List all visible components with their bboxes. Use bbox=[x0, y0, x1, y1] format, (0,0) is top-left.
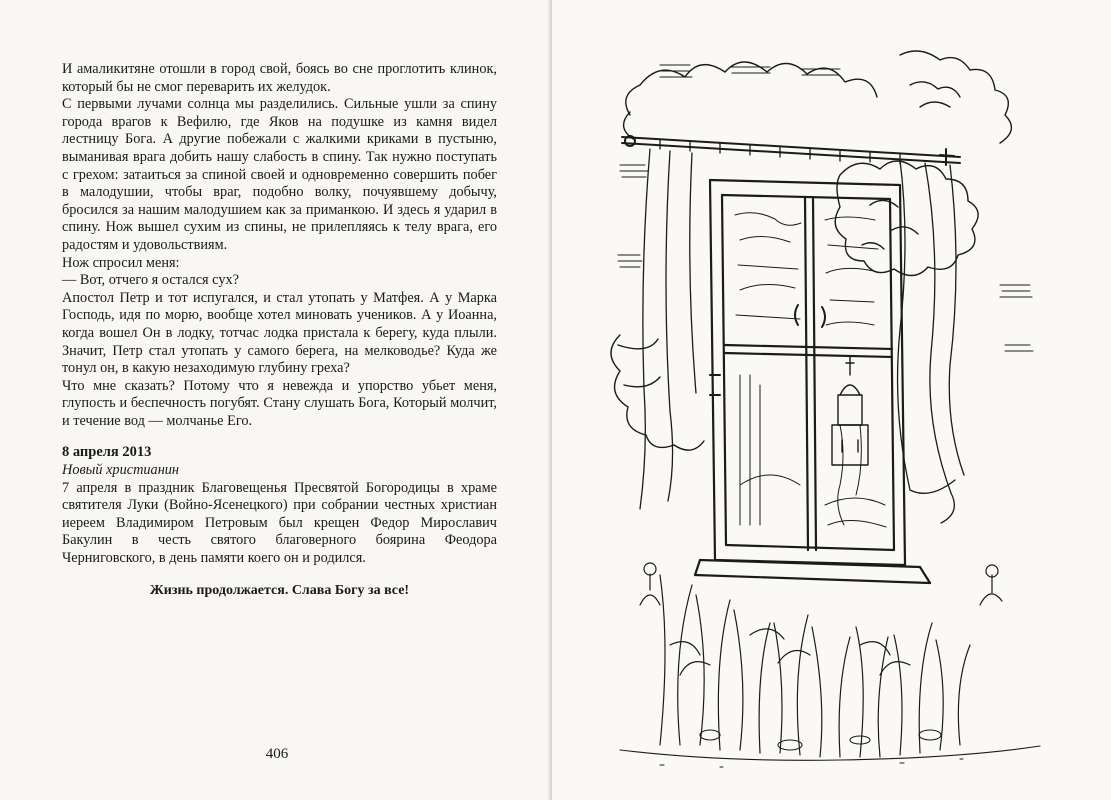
paragraph-1: И амаликитяне отошли в город свой, боясь во сне проглотить клинок, который бы не смог переварить их желудок. bbox=[62, 61, 497, 95]
closing-line: Жизнь продолжается. Слава Богу за все! bbox=[149, 582, 410, 598]
entry-subtitle: Новый христианин bbox=[62, 462, 180, 479]
text-block bbox=[62, 61, 497, 599]
window-sketch-illustration bbox=[600, 45, 1070, 775]
page-number: 406 bbox=[265, 746, 289, 762]
paragraph-6: Что мне сказать? Потому что я невежда и упорство убьет меня, глупость и беспечность погубят. Стану слушать Бога, Который молчит, и течение вод — молчанье Его. bbox=[62, 377, 497, 429]
entry-date: 8 апреля 2013 bbox=[62, 444, 152, 461]
left-page bbox=[0, 0, 552, 800]
paragraph-3: Нож спросил меня: bbox=[62, 254, 180, 271]
paragraph-5: Апостол Петр и тот испугался, и стал утопать у Матфея. А у Марка Господь, идя по морю, вообще хотел миновать учеников. А у Иоанна, когда вошел Он в лодку, тотчас лодка пристала к берегу, куда плыли. Значит, Петр стал утопать у самого берега, на мелководье? Куда же тонул он, в какую незаходимую глубину греха? bbox=[62, 289, 497, 377]
paragraph-2: С первыми лучами солнца мы разделились. Сильные ушли за спину города врагов к Вефилю, где Яков на подушке из камня видел лестницу Бога. А другие побежали с жалкими криками в пустыню, выманивая врага добить нашу слабость в спину. Так нужно поступать с грехом: затаиться за спиной своей и одновременно совершить побег в малодушии, чтобы враг, подобно волку, почуявшему добычу, бросился за нашим малодушием как за приманкою. И здесь я ударил в спину. Нож вышел сухим из спины, не прилепляясь к телу врага, его радостям и удовольствиям. bbox=[62, 96, 497, 253]
paragraph-4: — Вот, отчего я остался сух? bbox=[62, 272, 239, 289]
entry-text: 7 апреля в праздник Благовещенья Пресвятой Богородицы в храме святителя Луки (Войно-Ясенецкого) при собрании честных христиан иереем Владимиром Петровым был крещен Федор Мирославич Бакулин в честь святого благоверного боярина Феодора Черниговского, в день памяти коего он и родился. bbox=[62, 479, 497, 567]
